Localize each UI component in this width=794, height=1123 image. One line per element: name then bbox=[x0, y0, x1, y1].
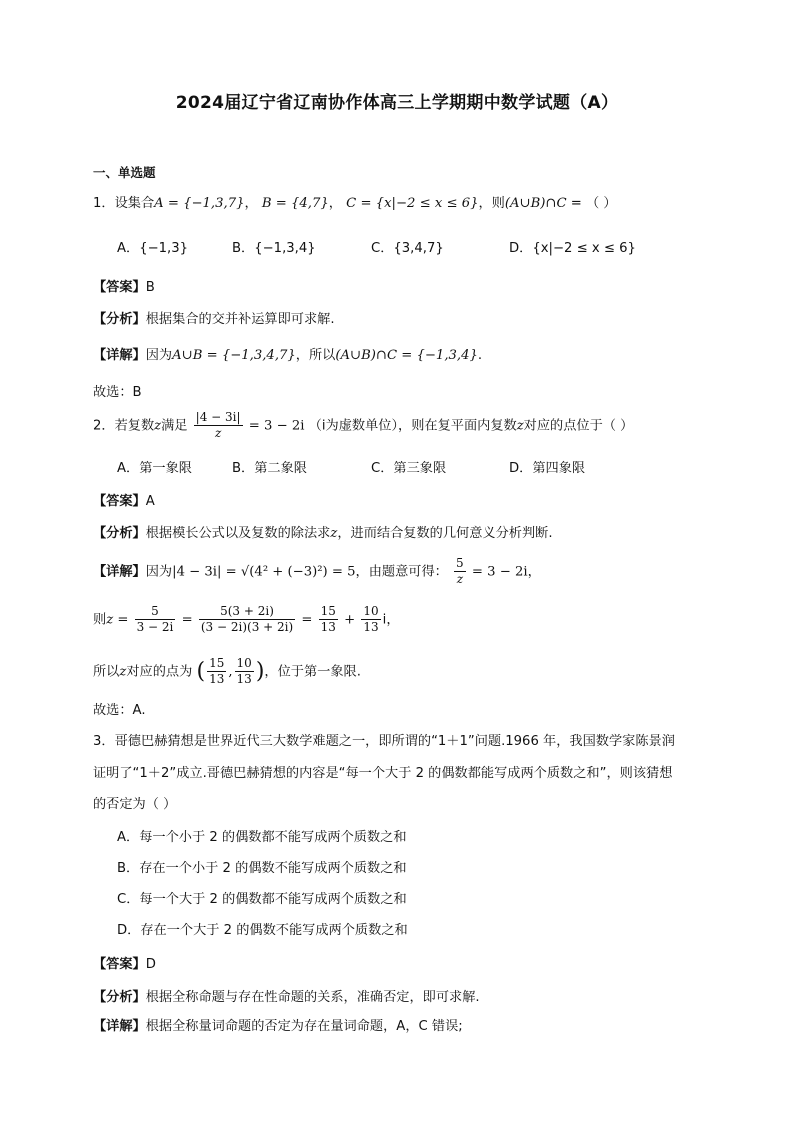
q2-detail-eq-rhs: = 3 − 2i bbox=[471, 564, 528, 580]
q3-stem-line2: 证明了“1＋2”成立.哥德巴赫猜想的内容是“每一个大于 2 的偶数都能写成两个质数之和”，则该猜想 bbox=[93, 766, 673, 781]
q2-option-b: B．第二象限 bbox=[232, 461, 307, 476]
q1-set-a: A = {−1,3,7} bbox=[154, 196, 245, 211]
q2-line2-f2-den: (3 − 2i)(3 + 2i) bbox=[200, 620, 294, 634]
q2-analysis-end: ，进而结合复数的几何意义分析判断. bbox=[337, 526, 553, 541]
q1-conclusion: 故选：B bbox=[93, 385, 142, 400]
q2-detail-eq-num: 5 bbox=[456, 556, 464, 570]
q2-stem bbox=[93, 410, 633, 441]
q2-option-a: A．第一象限 bbox=[117, 461, 192, 476]
q1-blank: = （ ） bbox=[570, 196, 617, 211]
q2-z: z bbox=[154, 418, 162, 434]
q2-line2-eq2: = bbox=[301, 612, 313, 628]
q3-stem-line1: 3．哥德巴赫猜想是世界近代三大数学难题之一，即所谓的“1＋1”问题.1966 年，我国数学家陈景润 bbox=[93, 734, 675, 749]
q1-detail-union: A∪B = {−1,3,4,7} bbox=[172, 348, 296, 363]
q2-line2-frac3 bbox=[319, 604, 338, 635]
q2-line3-p2-num: 10 bbox=[236, 656, 252, 670]
analysis-label: 【分析】 bbox=[93, 990, 146, 1005]
q3-option-a: A．每一个小于 2 的偶数都不能写成两个质数之和 bbox=[117, 830, 407, 845]
q2-analysis-prefix: 根据模长公式以及复数的除法求 bbox=[145, 526, 331, 541]
q2-line3-lparen: ( bbox=[196, 659, 206, 684]
q2-z-4: z bbox=[119, 664, 127, 680]
q2-z-3: z bbox=[330, 526, 338, 541]
q1-option-c: C．{3,4,7} bbox=[371, 241, 444, 256]
answer-label: 【答案】 bbox=[93, 280, 146, 295]
q2-line3-end: ，位于第一象限. bbox=[264, 664, 361, 680]
analysis-label: 【分析】 bbox=[93, 526, 146, 541]
q2-stem-end: 对应的点位于（ ） bbox=[523, 418, 634, 434]
q3-option-d: D．存在一个大于 2 的偶数不能写成两个质数之和 bbox=[117, 923, 408, 938]
q2-line2-z: z = bbox=[106, 612, 129, 628]
section-heading: 一、单选题 bbox=[93, 165, 156, 180]
q2-detail-mid: ，由题意可得： bbox=[355, 564, 448, 580]
q2-line2 bbox=[93, 604, 400, 635]
q2-answer-value: A bbox=[145, 494, 155, 509]
q1-analysis bbox=[93, 308, 335, 327]
q2-line3-frac2 bbox=[235, 656, 254, 687]
q3-analysis bbox=[93, 986, 480, 1005]
q2-stem-satisfy: 满足 bbox=[161, 418, 188, 434]
q3-answer-value: D bbox=[145, 957, 156, 972]
q1-analysis-text: 根据集合的交并补运算即可求解. bbox=[145, 312, 335, 327]
q2-line2-i: i， bbox=[382, 612, 400, 628]
q2-line3-frac1 bbox=[207, 656, 226, 687]
detail-label: 【详解】 bbox=[93, 1019, 146, 1034]
q2-detail bbox=[93, 556, 541, 587]
q2-line2-f3-den: 13 bbox=[320, 620, 336, 634]
q2-stem-note: （i为虚数单位），则在复平面内复数 bbox=[308, 418, 517, 434]
q2-option-c: C．第三象限 bbox=[371, 461, 447, 476]
q2-line3-mid: 对应的点为 bbox=[126, 664, 193, 680]
q2-detail-eq-end: ， bbox=[527, 564, 541, 580]
q1-answer bbox=[93, 276, 155, 295]
q3-stem-line3: 的否定为（ ） bbox=[93, 797, 177, 812]
q2-option-d: D．第四象限 bbox=[509, 461, 586, 476]
q1-option-b: B．{−1,3,4} bbox=[232, 241, 316, 256]
q1-answer-value: B bbox=[145, 280, 155, 295]
q2-line2-frac4 bbox=[361, 604, 380, 635]
q2-line2-frac2 bbox=[199, 604, 295, 635]
q2-analysis bbox=[93, 522, 553, 541]
detail-label: 【详解】 bbox=[93, 348, 146, 363]
q2-z-2: z bbox=[516, 418, 524, 434]
q2-detail-mod: |4 − 3i| = √(4² + (−3)²) = 5 bbox=[172, 564, 356, 580]
q2-stem-rhs: = 3 − 2i bbox=[248, 418, 305, 434]
q3-option-b: B．存在一个小于 2 的偶数不能写成两个质数之和 bbox=[117, 861, 407, 876]
q2-line2-f3-num: 15 bbox=[320, 604, 336, 618]
q2-frac-den: z bbox=[214, 426, 222, 440]
q1-detail bbox=[93, 344, 482, 363]
q1-option-d: D．{x|−2 ≤ x ≤ 6} bbox=[509, 241, 636, 256]
q2-detail-fraction bbox=[454, 556, 466, 587]
q2-line2-f4-den: 13 bbox=[363, 620, 379, 634]
page-title: 2024届辽宁省辽南协作体高三上学期期中数学试题（A） bbox=[175, 93, 619, 113]
q3-option-c: C．每一个大于 2 的偶数都不能写成两个质数之和 bbox=[117, 892, 407, 907]
q1-detail-mid: ，所以 bbox=[295, 348, 336, 363]
q3-answer bbox=[93, 953, 156, 972]
q1-detail-end: . bbox=[477, 348, 483, 363]
q2-stem-fraction bbox=[194, 410, 243, 441]
q1-stem-prefix: 1．设集合 bbox=[93, 196, 155, 211]
q2-line2-plus: + bbox=[344, 612, 356, 628]
q1-set-b: B = {4,7} bbox=[261, 196, 329, 211]
q2-line2-f1-num: 5 bbox=[135, 604, 176, 620]
q2-line2-f2-num: 5(3 + 2i) bbox=[199, 604, 295, 620]
q1-stem: 1．设集合A = {−1,3,7}， B = {4,7}， C = {x|−2 ≤ x ≤ 6}，则(A∪B)∩C = （ ） bbox=[93, 196, 617, 211]
q1-detail-result: (A∪B)∩C = {−1,3,4} bbox=[335, 348, 478, 363]
q1-detail-prefix: 因为 bbox=[145, 348, 173, 363]
q2-line2-prefix: 则 bbox=[93, 612, 107, 628]
q1-expr: (A∪B)∩C bbox=[504, 196, 567, 211]
answer-label: 【答案】 bbox=[93, 957, 146, 972]
q1-option-a: A．{−1,3} bbox=[117, 241, 189, 256]
q2-line3-rparen: ) bbox=[255, 659, 265, 684]
q1-then: ，则 bbox=[478, 196, 505, 211]
q2-line2-frac1 bbox=[135, 604, 176, 635]
q2-line3-p1-num: 15 bbox=[209, 656, 225, 670]
q2-line2-f4-num: 10 bbox=[363, 604, 379, 618]
q2-frac-num: |4 − 3i| bbox=[195, 410, 241, 424]
q2-line3 bbox=[93, 656, 361, 687]
q3-detail-text: 根据全称量词命题的否定为存在量词命题，A，C 错误; bbox=[145, 1019, 463, 1034]
q2-detail-prefix: 因为 bbox=[145, 564, 173, 580]
q2-line3-comma: , bbox=[228, 664, 233, 680]
q2-line3-p2-den: 13 bbox=[236, 672, 252, 686]
answer-label: 【答案】 bbox=[93, 494, 146, 509]
q3-detail bbox=[93, 1015, 463, 1034]
q3-analysis-text: 根据全称命题与存在性命题的关系，准确否定，即可求解. bbox=[145, 990, 480, 1005]
q1-set-c: C = {x|−2 ≤ x ≤ 6} bbox=[346, 196, 479, 211]
q2-line3-prefix: 所以 bbox=[93, 664, 120, 680]
q2-line3-p1-den: 13 bbox=[209, 672, 225, 686]
q2-line2-f1-den: 3 − 2i bbox=[136, 620, 174, 634]
detail-label: 【详解】 bbox=[93, 564, 146, 580]
q2-answer bbox=[93, 490, 155, 509]
q2-conclusion: 故选：A. bbox=[93, 703, 146, 718]
q2-line2-eq1: = bbox=[181, 612, 193, 628]
q2-detail-eq-den: z bbox=[456, 572, 464, 586]
analysis-label: 【分析】 bbox=[93, 312, 146, 327]
q2-stem-prefix: 2．若复数 bbox=[93, 418, 155, 434]
